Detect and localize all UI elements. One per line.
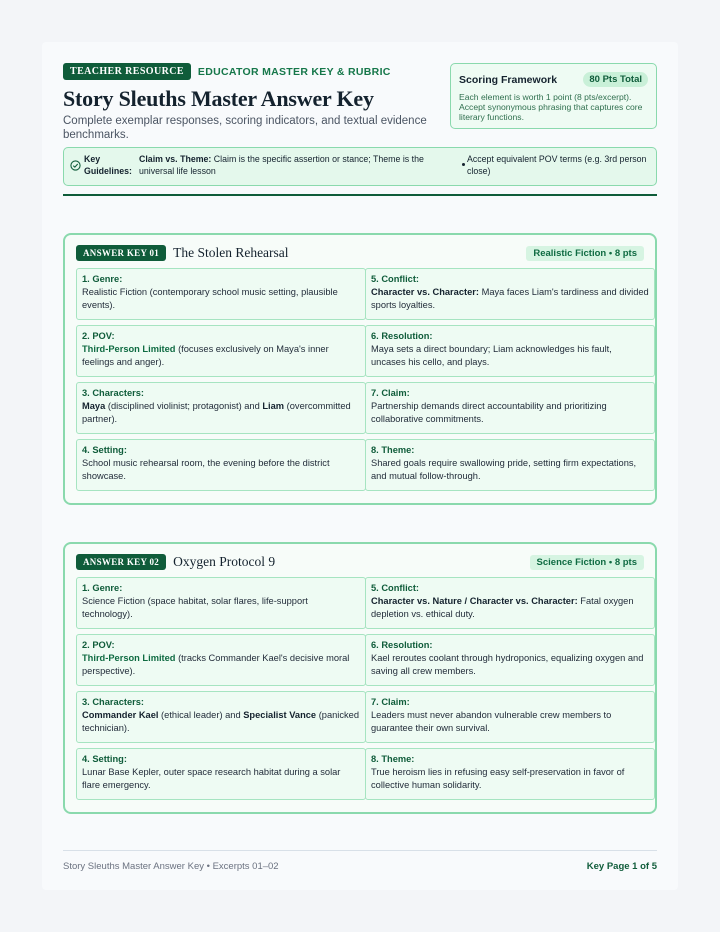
genre-badge: Science Fiction • 8 pts	[530, 555, 644, 570]
theme-label: 8. Theme:	[371, 445, 415, 455]
theme-text: True heroism lies in refusing easy self-preservation in favor of collective human solidarity.	[371, 767, 625, 790]
answer-key-card-01	[63, 233, 657, 505]
resolution-cell	[365, 634, 655, 686]
conflict-cell	[365, 577, 655, 629]
pov-cell	[76, 634, 366, 686]
pov-highlight: Third-Person Limited	[82, 653, 176, 663]
setting-text: Lunar Base Kepler, outer space research habitat during a solar flare emergency.	[82, 767, 341, 790]
header-divider	[63, 194, 657, 196]
footer	[63, 850, 657, 872]
pov-text	[82, 343, 360, 369]
character-name-1: Maya	[82, 401, 106, 411]
characters-mid: (disciplined violinist; protagonist) and	[105, 401, 263, 411]
claim-vs-theme-guideline	[139, 153, 459, 177]
genre-text: Realistic Fiction (contemporary school music setting, plausible events).	[82, 287, 338, 310]
characters-text	[82, 400, 360, 426]
claim-vs-theme-text: Claim is the specific assertion or stance; Theme is the universal life lesson	[139, 154, 424, 176]
claim-cell	[365, 382, 655, 434]
genre-label: 1. Genre:	[82, 583, 123, 593]
theme-label: 8. Theme:	[371, 754, 415, 764]
page-title: Story Sleuths Master Answer Key	[63, 86, 374, 111]
answer-key-tag: ANSWER KEY 02	[76, 554, 166, 570]
page-number: Key Page 1 of 5	[586, 861, 657, 872]
answer-key-card-02	[63, 542, 657, 814]
characters-cell	[76, 382, 366, 434]
teacher-resource-tag: TEACHER RESOURCE	[63, 63, 191, 80]
header	[63, 63, 657, 142]
characters-end: (overcommitted partner).	[82, 401, 351, 424]
claim-text: Partnership demands direct accountability and prioritizing collaborative commitments.	[371, 401, 607, 424]
conflict-label: 5. Conflict:	[371, 583, 420, 593]
card-title: The Stolen Rehearsal	[173, 245, 289, 260]
setting-cell	[76, 748, 366, 800]
guidelines-label: Key Guidelines:	[84, 154, 132, 176]
conflict-text	[371, 286, 649, 312]
conflict-type: Character vs. Character:	[371, 287, 479, 297]
pov-highlight: Third-Person Limited	[82, 344, 176, 354]
characters-cell	[76, 691, 366, 743]
setting-label: 4. Setting:	[82, 754, 127, 764]
theme-cell	[365, 748, 655, 800]
page	[42, 42, 678, 890]
genre-badge: Realistic Fiction • 8 pts	[526, 246, 644, 261]
resolution-text: Kael reroutes coolant through hydroponics, equalizing oxygen and saving all crew members.	[371, 653, 644, 676]
footer-title: Story Sleuths Master Answer Key • Excerpts 01–02	[63, 861, 279, 872]
genre-label: 1. Genre:	[82, 274, 123, 284]
claim-text: Leaders must never abandon vulnerable crew members to guarantee their own survival.	[371, 710, 612, 733]
answer-key-tag: ANSWER KEY 01	[76, 245, 166, 261]
claim-label: 7. Claim:	[371, 697, 410, 707]
check-circle-icon	[70, 160, 81, 171]
pov-detail: (focuses exclusively on Maya's inner feelings and anger).	[82, 344, 329, 367]
pov-detail: (tracks Commander Kael's decisive moral perspective).	[82, 653, 350, 676]
pov-text	[82, 652, 360, 678]
conflict-text	[371, 595, 649, 621]
claim-label: 7. Claim:	[371, 388, 410, 398]
page-subtitle: Complete exemplar responses, scoring indicators, and textual evidence benchmarks.	[63, 115, 427, 141]
theme-cell	[365, 439, 655, 491]
conflict-cell	[365, 268, 655, 320]
genre-cell	[76, 577, 366, 629]
pov-label: 2. POV:	[82, 640, 115, 650]
genre-cell	[76, 268, 366, 320]
card-header	[76, 244, 644, 262]
bullet-dot	[462, 163, 465, 166]
scoring-framework-title: Scoring Framework	[459, 73, 558, 86]
card-title: Oxygen Protocol 9	[173, 554, 276, 569]
characters-label: 3. Characters:	[82, 388, 145, 398]
resolution-label: 6. Resolution:	[371, 640, 433, 650]
theme-text: Shared goals require swallowing pride, setting firm expectations, and mutual follow-through.	[371, 458, 637, 481]
pov-label: 2. POV:	[82, 331, 115, 341]
resolution-text: Maya sets a direct boundary; Liam acknowledges his fault, uncases his cello, and plays.	[371, 344, 612, 367]
setting-cell	[76, 439, 366, 491]
scoring-framework-description: Each element is worth 1 point (8 pts/excerpt). Accept synonymous phrasing that captures core literary functions.	[459, 92, 643, 122]
characters-mid: (ethical leader) and	[158, 710, 244, 720]
claim-cell	[365, 691, 655, 743]
characters-end: (panicked technician).	[82, 710, 360, 733]
character-name-2: Liam	[262, 401, 285, 411]
character-name-2: Specialist Vance	[243, 710, 317, 720]
setting-label: 4. Setting:	[82, 445, 127, 455]
resolution-cell	[365, 325, 655, 377]
conflict-type: Character vs. Nature / Character vs. Character:	[371, 596, 578, 606]
educator-subtag: EDUCATOR MASTER KEY & RUBRIC	[197, 65, 391, 78]
genre-text: Science Fiction (space habitat, solar flares, life-support technology).	[82, 596, 308, 619]
claim-vs-theme-label: Claim vs. Theme:	[139, 154, 212, 164]
conflict-detail: Fatal oxygen depletion vs. ethical duty.	[371, 596, 634, 619]
conflict-label: 5. Conflict:	[371, 274, 420, 284]
total-points-badge: 80 Pts Total	[583, 72, 648, 87]
scoring-framework-head	[459, 72, 648, 87]
key-guidelines-box	[63, 147, 657, 186]
scoring-framework-box	[450, 63, 657, 129]
card-header	[76, 553, 644, 571]
characters-text	[82, 709, 360, 735]
pov-guideline: Accept equivalent POV terms (e.g. 3rd person close)	[467, 154, 647, 176]
setting-text: School music rehearsal room, the evening before the district showcase.	[82, 458, 330, 481]
resolution-label: 6. Resolution:	[371, 331, 433, 341]
character-name-1: Commander Kael	[82, 710, 159, 720]
pov-cell	[76, 325, 366, 377]
conflict-detail: Maya faces Liam's tardiness and divided sports loyalties.	[371, 287, 649, 310]
characters-label: 3. Characters:	[82, 697, 145, 707]
